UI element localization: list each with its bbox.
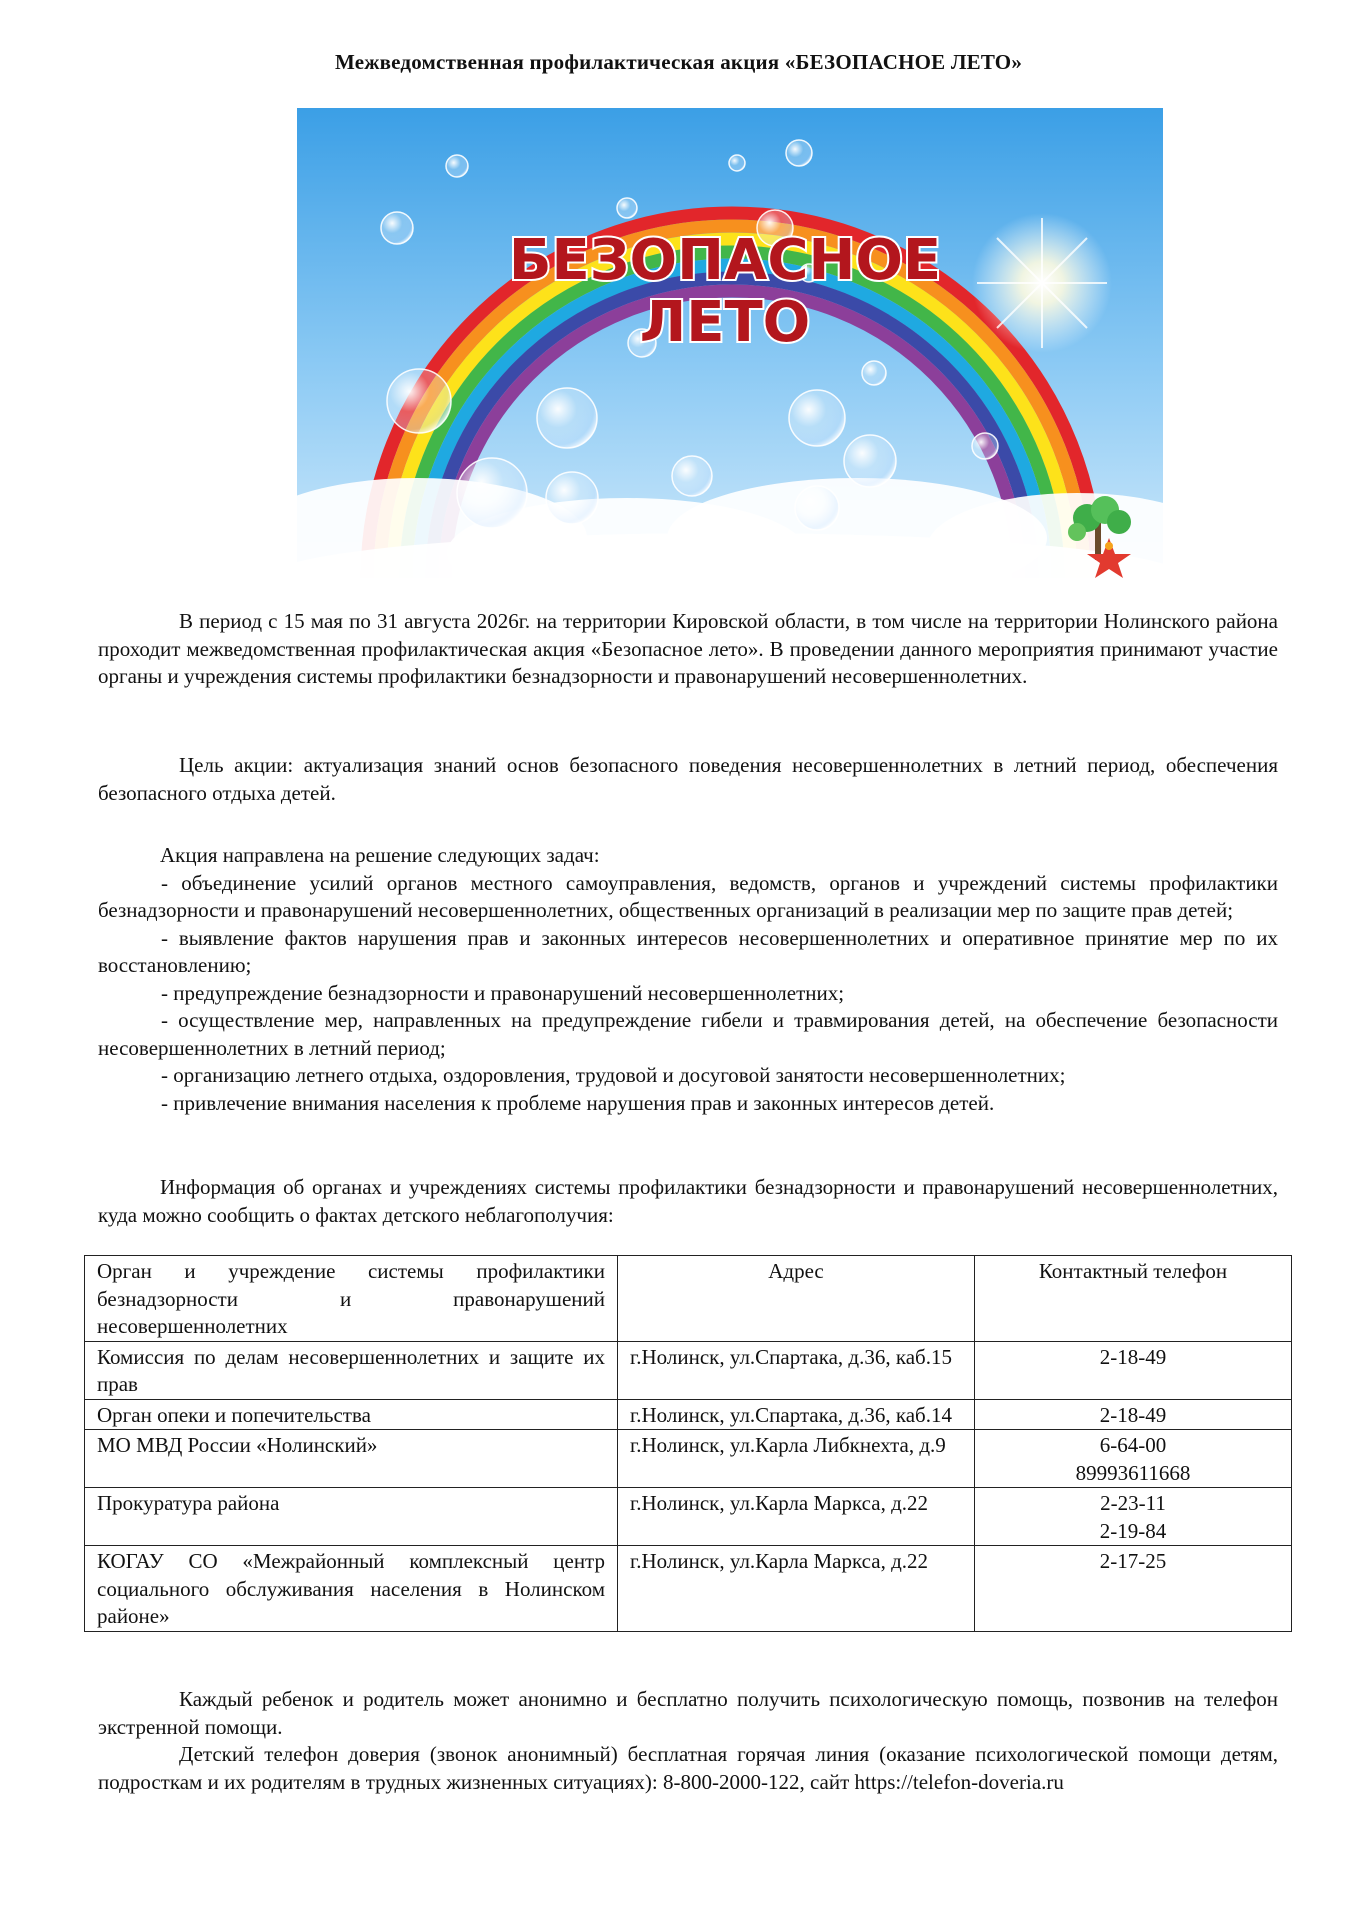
task-item: - осуществление мер, направленных на предупреждение гибели и травмирования детей, на обеспечение безопасности несовершеннолетних в летний период; [98,1008,1278,1060]
table-header-row [85,1256,1292,1342]
help-paragraph: Каждый ребенок и родитель может анонимно и бесплатно получить психологическую помощь, позвонив на телефон экстренной помощи. [98,1687,1278,1739]
phone-cell: 2-18-49 [975,1341,1292,1399]
header-org: Орган и учреждение системы профилактики безнадзорности и правонарушений несовершеннолетних [85,1256,618,1342]
intro-paragraph: В период с 15 мая по 31 августа 2026г. на территории Кировской области, в том числе на территории Нолинского района проходит межведомственная профилактическая акция «Безопасное лето». В проведении данного мероприятия принимают участие органы и учреждения системы профилактики безнадзорности и правонарушений несовершеннолетних. [98,609,1278,688]
address-cell: г.Нолинск, ул.Карла Либкнехта, д.9 [618,1430,975,1488]
header-phone: Контактный телефон [975,1256,1292,1342]
banner-text-line1: БЕЗОПАСНОЕ [508,228,942,293]
page-title: Межведомственная профилактическая акция «БЕЗОПАСНОЕ ЛЕТО» [334,50,1023,74]
phone-cell: 6-64-00 89993611668 [975,1430,1292,1488]
task-item: - предупреждение безнадзорности и правонарушений несовершеннолетних; [161,980,845,1005]
table-row [85,1341,1292,1399]
table-row [85,1546,1292,1632]
phone-cell: 2-17-25 [975,1546,1292,1632]
banner-image [297,108,1163,578]
task-item: - организацию летнего отдыха, оздоровления, трудовой и досуговой занятости несовершеннолетних; [161,1063,1066,1087]
goal-paragraph: Цель акции: актуализация знаний основ безопасного поведения несовершеннолетних в летний период, обеспечения безопасного отдыха детей. [98,753,1278,805]
phone-cell: 2-18-49 [975,1399,1292,1430]
address-cell: г.Нолинск, ул.Спартака, д.36, каб.14 [618,1399,975,1430]
org-cell: Орган опеки и попечительства [85,1399,618,1430]
tasks-section [98,842,1278,1117]
header-address: Адрес [618,1256,975,1342]
help-section [98,1686,1278,1796]
phone-cell: 2-23-11 2-19-84 [975,1488,1292,1546]
task-item: - выявление фактов нарушения прав и законных интересов несовершеннолетних и оперативное принятие мер по их восстановлению; [98,925,1278,977]
table-row [85,1488,1292,1546]
banner-text-line2: ЛЕТО [639,290,811,355]
org-cell: Прокуратура района [85,1488,618,1546]
address-cell: г.Нолинск, ул.Спартака, д.36, каб.15 [618,1341,975,1399]
hotline-paragraph: Детский телефон доверия (звонок анонимный) бесплатная горячая линия (оказание психологической помощи детям, подросткам и их родителям в трудных жизненных ситуациях): 8-800-2000-122, сайт https://telefon-doveria.ru [98,1742,1278,1794]
table-row [85,1399,1292,1430]
tasks-intro: Акция направлена на решение следующих задач: [160,843,600,867]
org-cell: Комиссия по делам несовершеннолетних и защите их прав [85,1341,618,1399]
org-cell: МО МВД России «Нолинский» [85,1430,618,1488]
task-item: - привлечение внимания населения к проблеме нарушения прав и законных интересов детей. [161,1090,995,1115]
org-cell: КОГАУ СО «Межрайонный комплексный центр социального обслуживания населения в Нолинском районе» [85,1546,618,1632]
info-intro-paragraph: Информация об органах и учреждениях системы профилактики безнадзорности и правонарушений несовершеннолетних, куда можно сообщить о фактах детского неблагополучия: [98,1175,1278,1227]
table-row [85,1430,1292,1488]
contacts-table [84,1255,1292,1632]
task-item: - объединение усилий органов местного самоуправления, ведомств, органов и учреждений системы профилактики безнадзорности и правонарушений несовершеннолетних, общественных организаций в реализации мер по защите прав детей; [98,870,1278,922]
address-cell: г.Нолинск, ул.Карла Маркса, д.22 [618,1488,975,1546]
address-cell: г.Нолинск, ул.Карла Маркса, д.22 [618,1546,975,1632]
